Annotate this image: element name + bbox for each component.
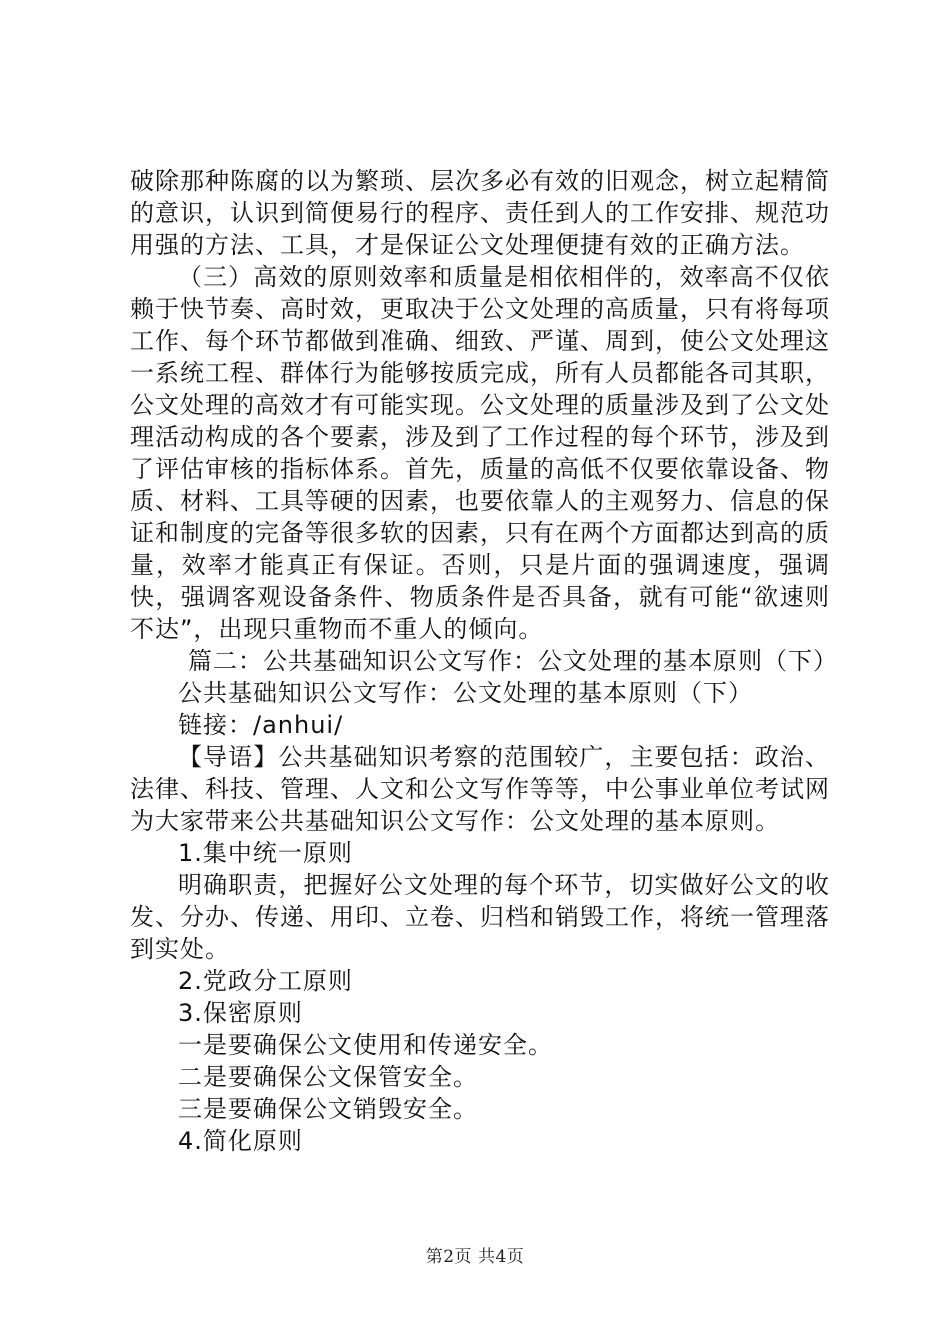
heading-simplification-principle: 4.简化原则 [178, 1127, 303, 1155]
document-body [130, 165, 838, 1157]
heading-centralized-principle: 1.集中统一原则 [178, 839, 353, 867]
link-line: 链接：/anhui/ [178, 711, 344, 739]
paragraph-centralized-detail: 明确职责，把握好公文处理的每个环节，切实做好公文的收发、分办、传递、用印、立卷、归档和销毁工作，将统一管理落到实处。 [130, 871, 830, 963]
list-item-destruction-security: 三是要确保公文销毁安全。 [178, 1095, 478, 1123]
list-item-storage-security: 二是要确保公文保管安全。 [178, 1063, 478, 1091]
paragraph-introduction: 【导语】公共基础知识考察的范围较广，主要包括：政治、法律、科技、管理、人文和公文写作等等，中公事业单位考试网为大家带来公共基础知识公文写作：公文处理的基本原则。 [130, 743, 830, 835]
article-title: 公共基础知识公文写作：公文处理的基本原则（下） [178, 679, 753, 707]
list-item-usage-security: 一是要确保公文使用和传递安全。 [178, 1031, 553, 1059]
heading-party-government-division: 2.党政分工原则 [178, 967, 353, 995]
page-number-footer: 第2页 共4页 [425, 1247, 525, 1267]
paragraph-efficiency-principle: （三）高效的原则效率和质量是相依相伴的，效率高不仅依赖于快节奏、高时效，更取决于公文处理的高质量，只有将每项工作、每个环节都做到准确、细致、严谨、周到，使公文处理这一系统工程、群体行为能够按质完成，所有人员都能各司其职，公文处理的高效才有可能实现。公文处理的质量涉及到了公文处理活动构成的各个要素，涉及到了工作过程的每个环节，涉及到了评估审核的指标体系。首先，质量的高低不仅要依靠设备、物质、材料、工具等硬的因素，也要依靠人的主观努力、信息的保证和制度的完备等很多软的因素，只有在两个方面都达到高的质量，效率才能真正有保证。否则，只是片面的强调速度，强调快，强调客观设备条件、物质条件是否具备，就有可能“欲速则不达”，出现只重物而不重人的倾向。 [130, 263, 830, 643]
section-heading-part-two: 篇二：公共基础知识公文写作：公文处理的基本原则（下） [188, 647, 838, 675]
heading-confidentiality-principle: 3.保密原则 [178, 999, 303, 1027]
paragraph-simplify-conclusion: 破除那种陈腐的以为繁琐、层次多必有效的旧观念，树立起精简的意识，认识到简便易行的程序、责任到人的工作安排、规范功用强的方法、工具，才是保证公文处理便捷有效的正确方法。 [130, 167, 830, 259]
